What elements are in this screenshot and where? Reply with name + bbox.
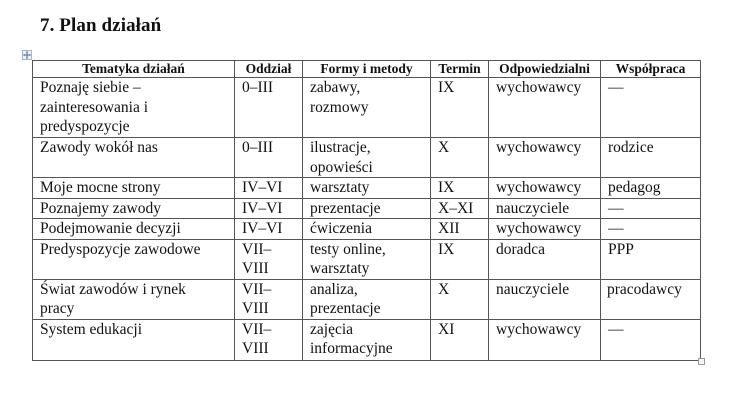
cell-oddzial: 0–III [235,78,303,138]
table-row [33,319,701,360]
header-termin: Termin [431,61,489,78]
cell-wspolpraca: pracodawcy [601,279,701,319]
cell-termin: X [431,138,489,178]
cell-tematyka: Predyspozycje zawodowe [33,239,235,279]
cell-tematyka: Poznaję siebie – zainteresowania i predyspozycje [33,78,235,138]
plan-table [32,60,701,361]
cell-oddzial: IV–VI [235,178,303,199]
cell-termin: IX [431,178,489,199]
cell-odpowiedzialni: doradca [489,239,601,279]
cell-formy: prezentacje [303,198,431,219]
cell-termin: IX [431,78,489,138]
cell-tematyka: Poznajemy zawody [33,198,235,219]
table-row [33,219,701,240]
cell-formy: analiza, prezentacje [303,279,431,319]
cell-tematyka: Podejmowanie decyzji [33,219,235,240]
cell-oddzial: 0–III [235,138,303,178]
cell-wspolpraca: rodzice [601,138,701,178]
cell-oddzial: VII–VIII [235,319,303,360]
cell-wspolpraca: — [601,319,701,360]
cell-tematyka: Świat zawodów i rynek pracy [33,279,235,319]
cell-formy: warsztaty [303,178,431,199]
cell-wspolpraca: pedagog [601,178,701,199]
cell-formy: ilustracje, opowieści [303,138,431,178]
table-row [33,78,701,138]
table-header-row [33,61,701,78]
cell-tematyka: System edukacji [33,319,235,360]
header-odpowiedzialni: Odpowiedzialni [489,61,601,78]
cell-termin: X [431,279,489,319]
table-resize-handle-icon[interactable] [698,358,705,365]
cell-odpowiedzialni: nauczyciele [489,279,601,319]
cell-formy: zajęcia informacyjne [303,319,431,360]
cell-oddzial: VII–VIII [235,239,303,279]
cell-termin: IX [431,239,489,279]
table-row [33,178,701,199]
cell-wspolpraca: — [601,198,701,219]
cell-oddzial: IV–VI [235,219,303,240]
cell-odpowiedzialni: wychowawcy [489,78,601,138]
header-formy: Formy i metody [303,61,431,78]
table-row [33,239,701,279]
table-row [33,198,701,219]
cell-odpowiedzialni: wychowawcy [489,319,601,360]
header-tematyka: Tematyka działań [33,61,235,78]
cell-formy: testy online, warsztaty [303,239,431,279]
cell-termin: XI [431,319,489,360]
header-wspolpraca: Współpraca [601,61,701,78]
cell-wspolpraca: — [601,78,701,138]
cell-oddzial: VII–VIII [235,279,303,319]
cell-wspolpraca: — [601,219,701,240]
cell-odpowiedzialni: nauczyciele [489,198,601,219]
header-oddzial: Oddział [235,61,303,78]
section-heading: 7. Plan działań [40,15,162,36]
cell-odpowiedzialni: wychowawcy [489,178,601,199]
cell-formy: ćwiczenia [303,219,431,240]
cell-termin: X–XI [431,198,489,219]
cell-formy: zabawy, rozmowy [303,78,431,138]
cell-odpowiedzialni: wychowawcy [489,219,601,240]
cell-termin: XII [431,219,489,240]
cell-tematyka: Zawody wokół nas [33,138,235,178]
cell-tematyka: Moje mocne strony [33,178,235,199]
cell-wspolpraca: PPP [601,239,701,279]
cell-oddzial: IV–VI [235,198,303,219]
cell-odpowiedzialni: wychowawcy [489,138,601,178]
table-move-handle-icon[interactable] [22,50,32,60]
table-row [33,279,701,319]
table-row [33,138,701,178]
